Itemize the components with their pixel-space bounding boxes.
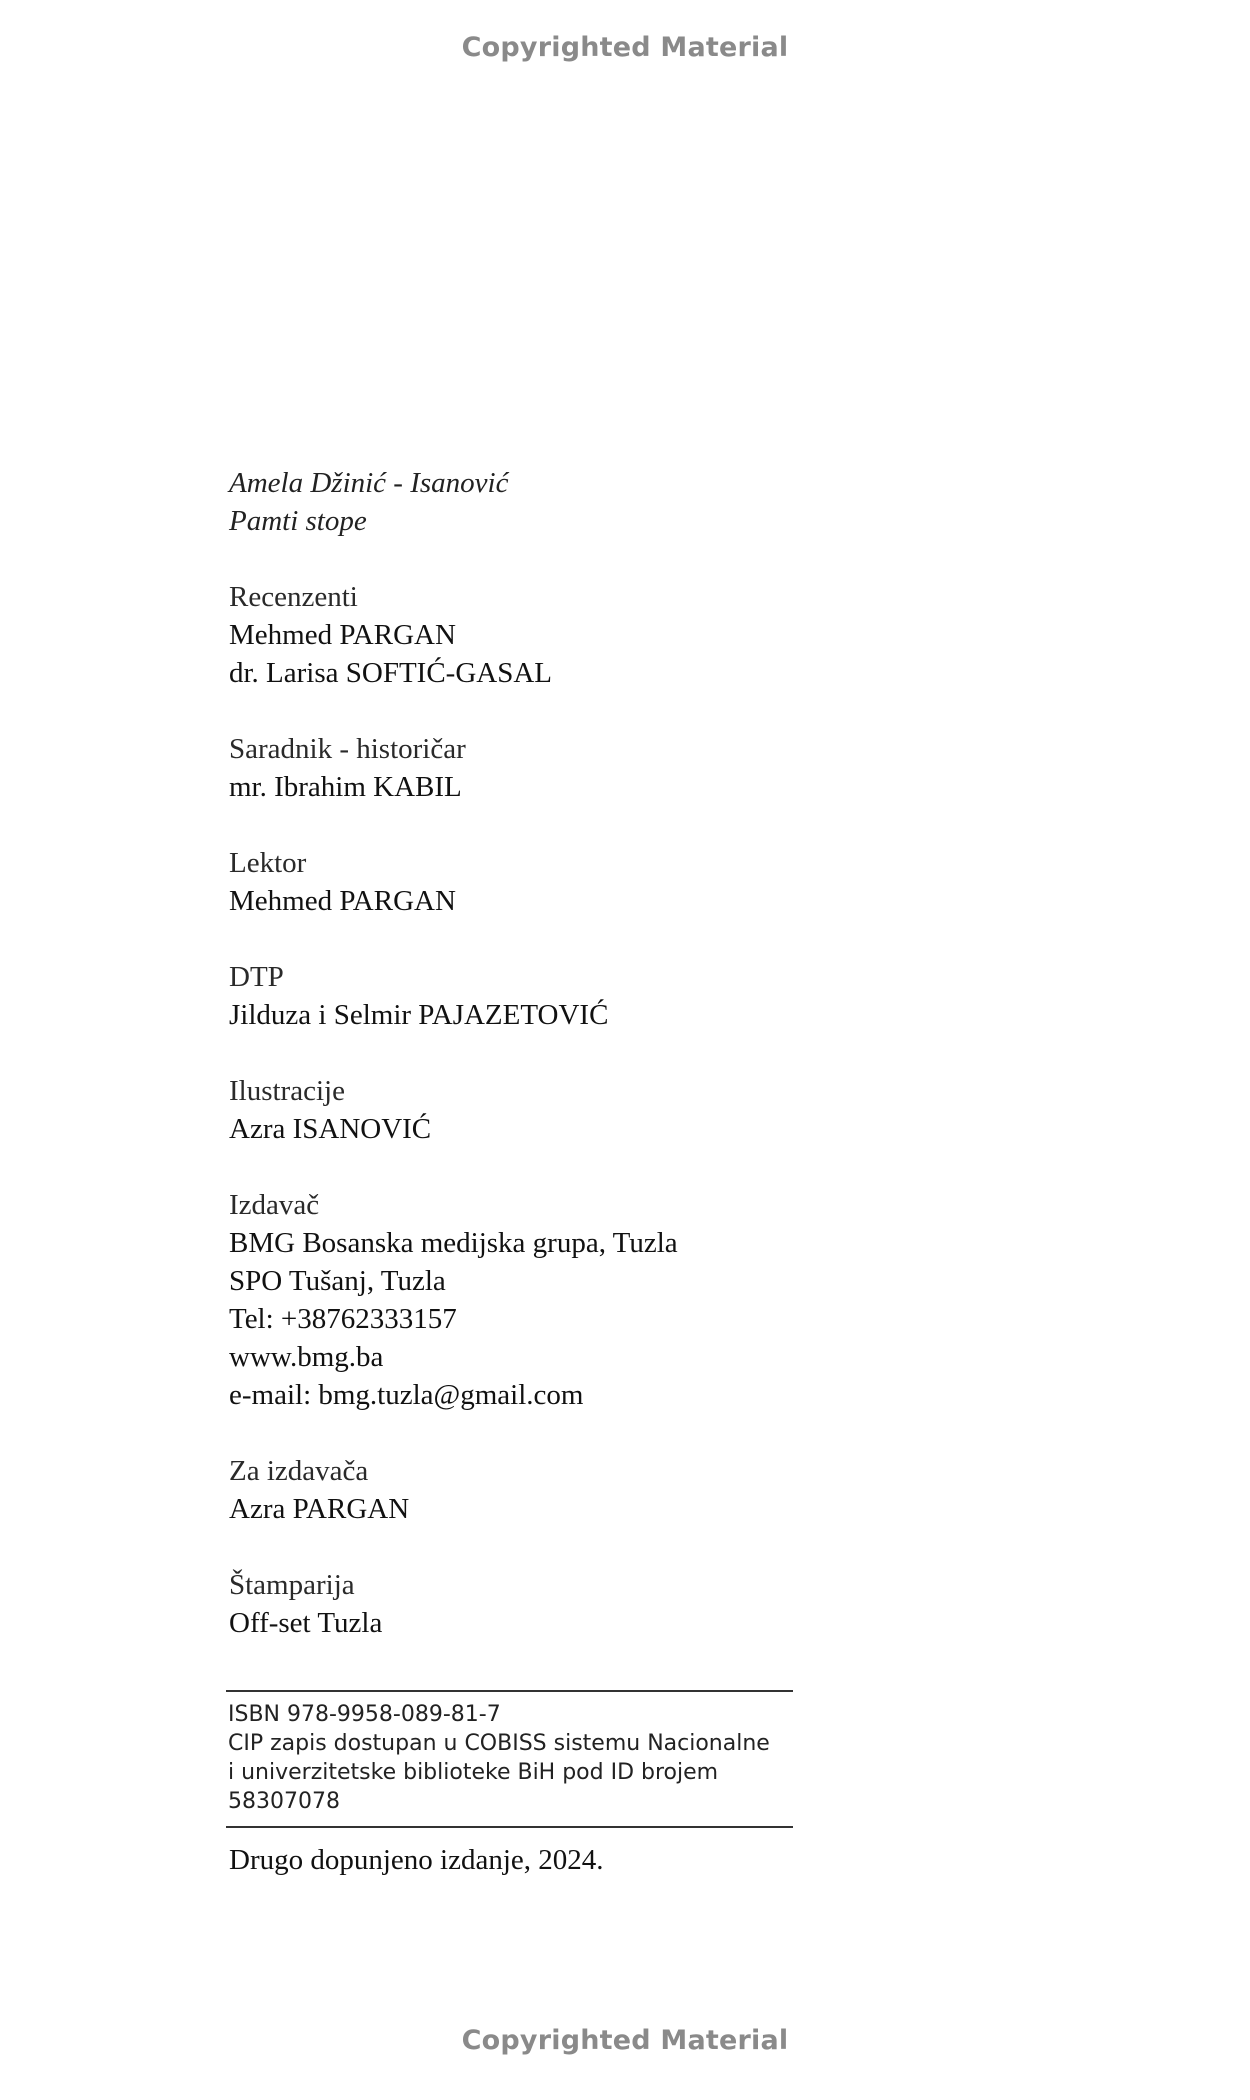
credit-label: Ilustracije bbox=[229, 1075, 345, 1107]
credit-publisher bbox=[229, 1186, 1029, 1414]
book-author: Amela Džinić - Isanović bbox=[229, 467, 509, 499]
credit-value: Azra ISANOVIĆ bbox=[229, 1113, 432, 1145]
credit-value: Azra PARGAN bbox=[229, 1493, 410, 1525]
credit-value: Off-set Tuzla bbox=[229, 1607, 383, 1639]
credit-reviewers bbox=[229, 578, 1029, 692]
credit-value: mr. Ibrahim KABIL bbox=[229, 771, 462, 803]
credit-value: dr. Larisa SOFTIĆ-GASAL bbox=[229, 657, 553, 689]
cip-line: i univerzitetske biblioteke BiH pod ID brojem 58307078 bbox=[228, 1760, 719, 1814]
book-title: Pamti stope bbox=[229, 505, 367, 537]
credit-label: Recenzenti bbox=[229, 581, 358, 613]
edition-note: Drugo dopunjeno izdanje, 2024. bbox=[229, 1844, 604, 1876]
credit-value: SPO Tušanj, Tuzla bbox=[229, 1265, 446, 1297]
watermark-bottom: Copyrighted Material bbox=[461, 2025, 789, 2056]
credit-value: Jilduza i Selmir PAJAZETOVIĆ bbox=[229, 999, 609, 1031]
credit-value: Mehmed PARGAN bbox=[229, 619, 456, 651]
credits-content bbox=[229, 464, 1029, 1642]
credit-value: e-mail: bmg.tuzla@gmail.com bbox=[229, 1379, 584, 1411]
credit-dtp bbox=[229, 958, 1029, 1034]
credit-printing bbox=[229, 1566, 1029, 1642]
credit-label: Lektor bbox=[229, 847, 307, 879]
credit-historian bbox=[229, 730, 1029, 806]
credit-for-publisher bbox=[229, 1452, 1029, 1528]
cip-line: CIP zapis dostupan u COBISS sistemu Nacionalne bbox=[228, 1731, 770, 1756]
credit-value: BMG Bosanska medijska grupa, Tuzla bbox=[229, 1227, 678, 1259]
credit-value: www.bmg.ba bbox=[229, 1341, 384, 1373]
credit-label: DTP bbox=[229, 961, 284, 993]
credit-value: Mehmed PARGAN bbox=[229, 885, 456, 917]
cip-box bbox=[226, 1690, 793, 1828]
credit-label: Štamparija bbox=[229, 1569, 355, 1601]
credit-label: Za izdavača bbox=[229, 1455, 369, 1487]
credit-value: Tel: +38762333157 bbox=[229, 1303, 457, 1335]
isbn: ISBN 978-9958-089-81-7 bbox=[228, 1702, 501, 1727]
watermark-top: Copyrighted Material bbox=[461, 32, 789, 63]
credit-label: Saradnik - historičar bbox=[229, 733, 466, 765]
credit-proofreader bbox=[229, 844, 1029, 920]
credit-label: Izdavač bbox=[229, 1189, 320, 1221]
book-header bbox=[229, 464, 1029, 540]
credit-illustrations bbox=[229, 1072, 1029, 1148]
